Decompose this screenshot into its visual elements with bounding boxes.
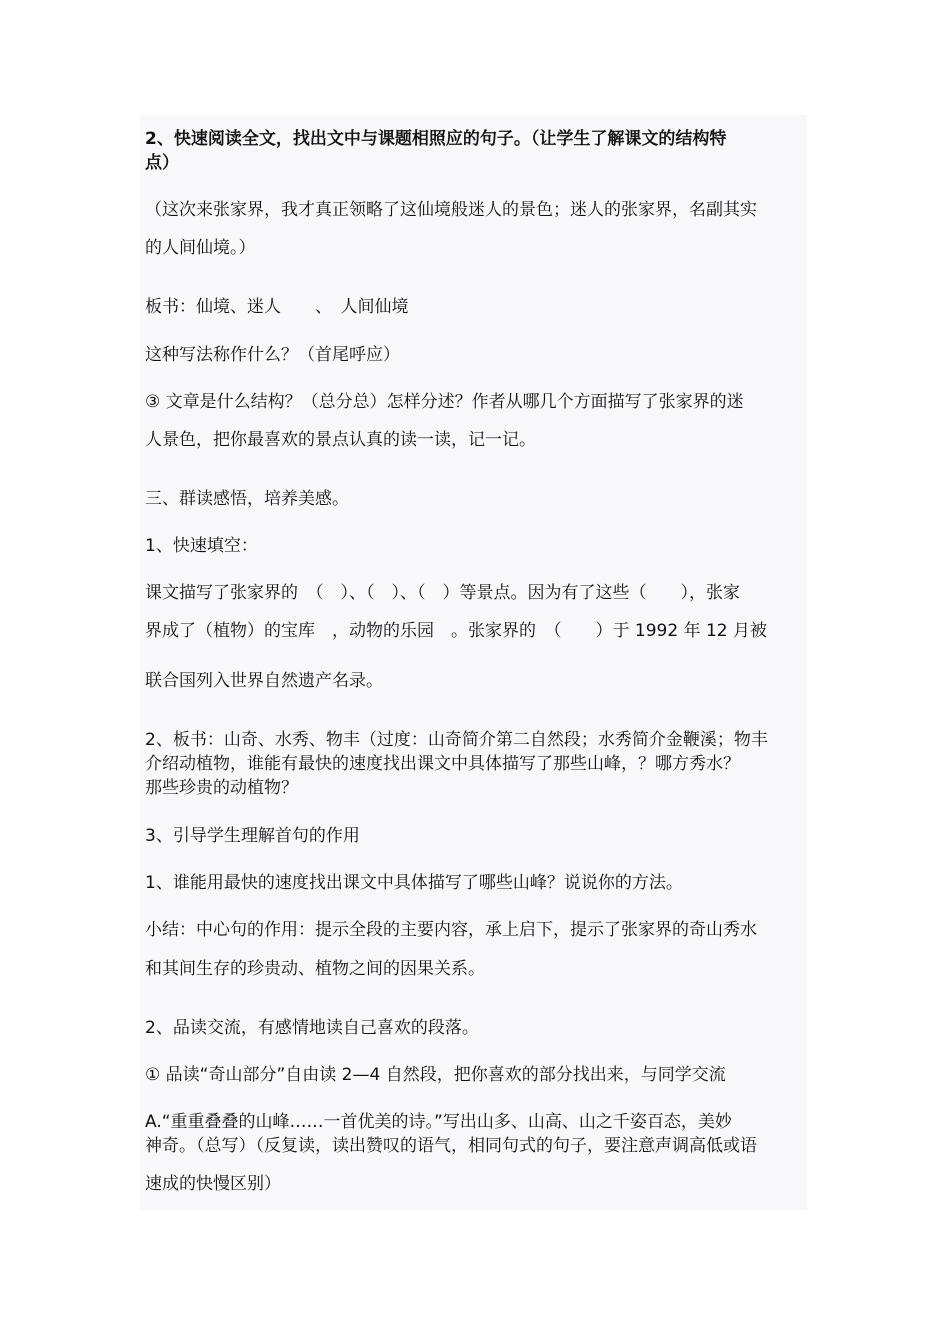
fill-blank-line1: 课文描写了张家界的 （ ）、（ ）、（ ）等景点。因为有了这些（ ），张家 [145,583,740,603]
read-qishan: ① 品读“奇山部分”自由读 2—4 自然段，把你喜欢的部分找出来，与同学交流 [145,1065,726,1085]
point-a-line3: 速成的快慢区别） [145,1174,281,1194]
summary-line1: 小结：中心句的作用：提示全段的主要内容，承上启下，提示了张家界的奇山秀水 [145,920,757,940]
task-heading-line2: 点） [145,153,179,173]
structure-question-line1: ③ 文章是什么结构？（总分总）怎样分述？作者从哪几个方面描写了张家界的迷 [145,392,744,412]
section-three-heading: 三、群读感悟，培养美感。 [145,489,349,509]
structure-question-line2: 人景色，把你最喜欢的景点认真的读一读，记一记。 [145,430,536,450]
board-writing-2-line3: 那些珍贵的动植物？ [145,778,298,798]
board-writing-2-line2: 介绍动植物，谁能有最快的速度找出课文中具体描写了那些山峰，？哪方秀水？ [145,754,740,774]
answer-line1: （这次来张家界，我才真正领略了这仙境般迷人的景色；迷人的张家界，名副其实 [145,200,757,220]
guide-first-sentence: 3、引导学生理解首句的作用 [145,826,360,846]
answer-line2: 的人间仙境。） [145,238,256,258]
read-exchange: 2、品读交流，有感情地读自己喜欢的段落。 [145,1018,479,1038]
text-background [140,115,807,1210]
find-peaks-question: 1、谁能用最快的速度找出课文中具体描写了哪些山峰？说说你的方法。 [145,873,683,893]
point-a-line1: A.“重重叠叠的山峰……一首优美的诗。”写出山多、山高、山之千姿百态，美妙 [145,1112,732,1132]
summary-line2: 和其间生存的珍贵动、植物之间的因果关系。 [145,959,485,979]
fill-blank-heading: 1、快速填空： [145,536,258,556]
fill-blank-line2: 界成了（植物）的宝库 ，动物的乐园 。张家界的 （ ）于 1992 年 12 月被 [145,621,768,641]
question-writing-method: 这种写法称作什么？（首尾呼应） [145,345,400,365]
point-a-line2: 神奇。（总写）（反复读，读出赞叹的语气，相同句式的句子，要注意声调高低或语 [145,1136,757,1156]
fill-blank-line3: 联合国列入世界自然遗产名录。 [145,671,383,691]
task-heading-line1: 2、快速阅读全文，找出文中与课题相照应的句子。（让学生了解课文的结构特 [145,129,727,149]
board-writing-1: 板书：仙境、迷人 、 人间仙境 [145,297,409,317]
board-writing-2-line1: 2、板书：山奇、水秀、物丰（过度：山奇简介第二自然段；水秀简介金鞭溪；物丰 [145,730,768,750]
